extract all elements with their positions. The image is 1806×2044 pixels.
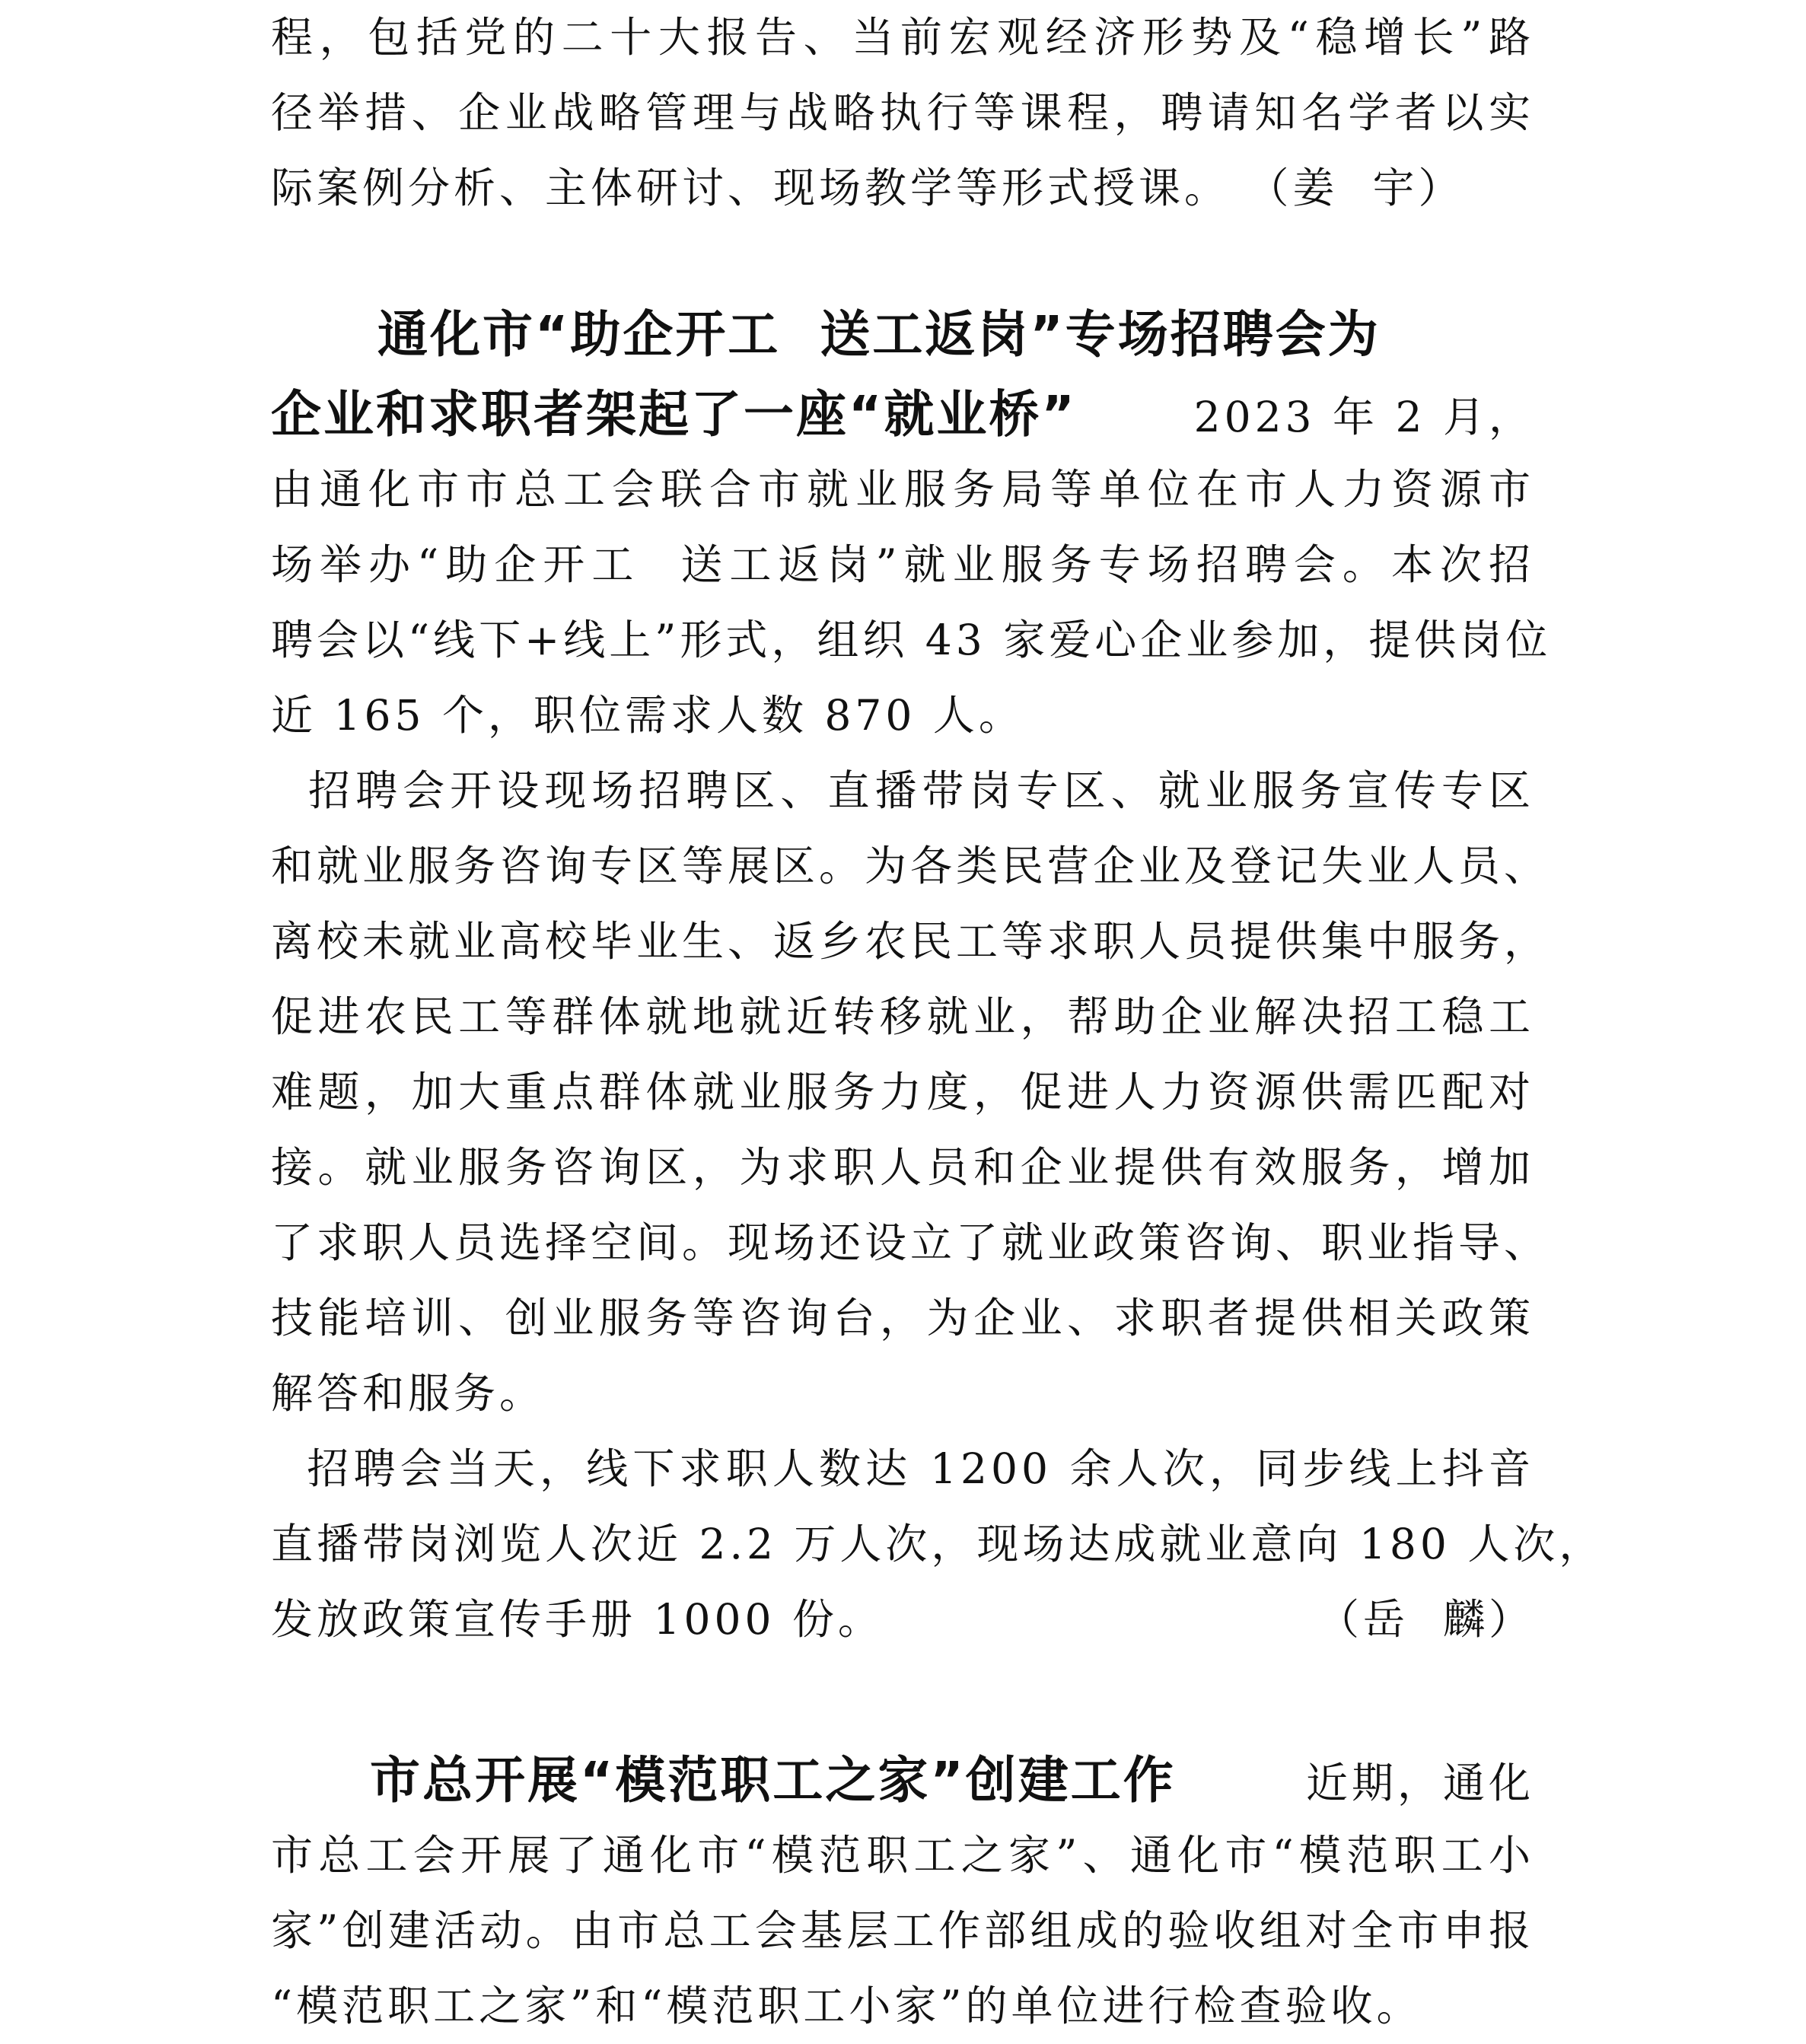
article-recruitment-fair	[271, 293, 1605, 1657]
article-title-line: 企业和求职者架起了一座“就业桥”	[271, 385, 1077, 444]
body-line: 市总工会开展了通化市“模范职工之家”、通化市“模范职工小	[271, 1831, 1534, 1880]
body-line: 近 165 个，职位需求人数 870 人。	[271, 691, 1024, 740]
body-line: 招聘会当天，线下求职人数达 1200 余人次，同步线上抖音	[271, 1444, 1534, 1493]
body-line: 由通化市市总工会联合市就业服务局等单位在市人力资源市	[271, 465, 1534, 514]
body-line: 际案例分析、主体研讨、现场教学等形式授课。 （姜 宇）	[271, 164, 1464, 212]
body-line: 径举措、企业战略管理与战略执行等课程，聘请知名学者以实	[271, 88, 1534, 137]
article-date: 2023 年 2 月，	[1193, 393, 1534, 441]
body-line-with-author	[271, 1582, 1534, 1657]
article-title-row	[271, 377, 1534, 452]
article-title: 市总开展“模范职工之家”创建工作	[370, 1751, 1176, 1810]
article-intro: 近期，通化	[1305, 1759, 1534, 1807]
article-title-line: 通化市“助企开工 送工返岗”专场招聘会为	[377, 305, 1381, 364]
body-line: 招聘会开设现场招聘区、直播带岗专区、就业服务宣传专区	[271, 766, 1534, 815]
body-line: 了求职人员选择空间。现场还设立了就业政策咨询、职业指导、	[271, 1218, 1550, 1267]
body-line: 发放政策宣传手册 1000 份。	[271, 1595, 884, 1644]
body-line: 程，包括党的二十大报告、当前宏观经济形势及“稳增长”路	[271, 13, 1534, 62]
article-tail	[271, 0, 1534, 226]
body-line: 接。就业服务咨询区，为求职人员和企业提供有效服务，增加	[271, 1143, 1534, 1192]
author-credit: （岳 麟）	[1317, 1595, 1534, 1644]
body-line: 直播带岗浏览人次近 2.2 万人次，现场达成就业意向 180 人次，	[271, 1520, 1605, 1568]
body-line: 场举办“助企开工 送工返岗”就业服务专场招聘会。本次招	[271, 540, 1534, 589]
body-line: 解答和服务。	[271, 1369, 546, 1418]
body-line: “模范职工之家”和“模范职工小家”的单位进行检查验收。	[271, 1982, 1422, 2030]
body-line: 难题，加大重点群体就业服务力度，促进人力资源供需匹配对	[271, 1068, 1534, 1116]
body-line: 离校未就业高校毕业生、返乡农民工等求职人员提供集中服务，	[271, 917, 1550, 966]
body-line: 和就业服务咨询专区等展区。为各类民营企业及登记失业人员、	[271, 842, 1550, 890]
article-title-row	[271, 1743, 1534, 1818]
body-line: 聘会以“线下+线上”形式，组织 43 家爱心企业参加，提供岗位	[271, 616, 1552, 664]
body-line: 家”创建活动。由市总工会基层工作部组成的验收组对全市申报	[271, 1906, 1534, 1955]
body-line: 技能培训、创业服务等咨询台，为企业、求职者提供相关政策	[271, 1294, 1534, 1342]
article-model-workers-home	[271, 1743, 1534, 2044]
body-line: 促进农民工等群体就地就近转移就业，帮助企业解决招工稳工	[271, 992, 1534, 1041]
